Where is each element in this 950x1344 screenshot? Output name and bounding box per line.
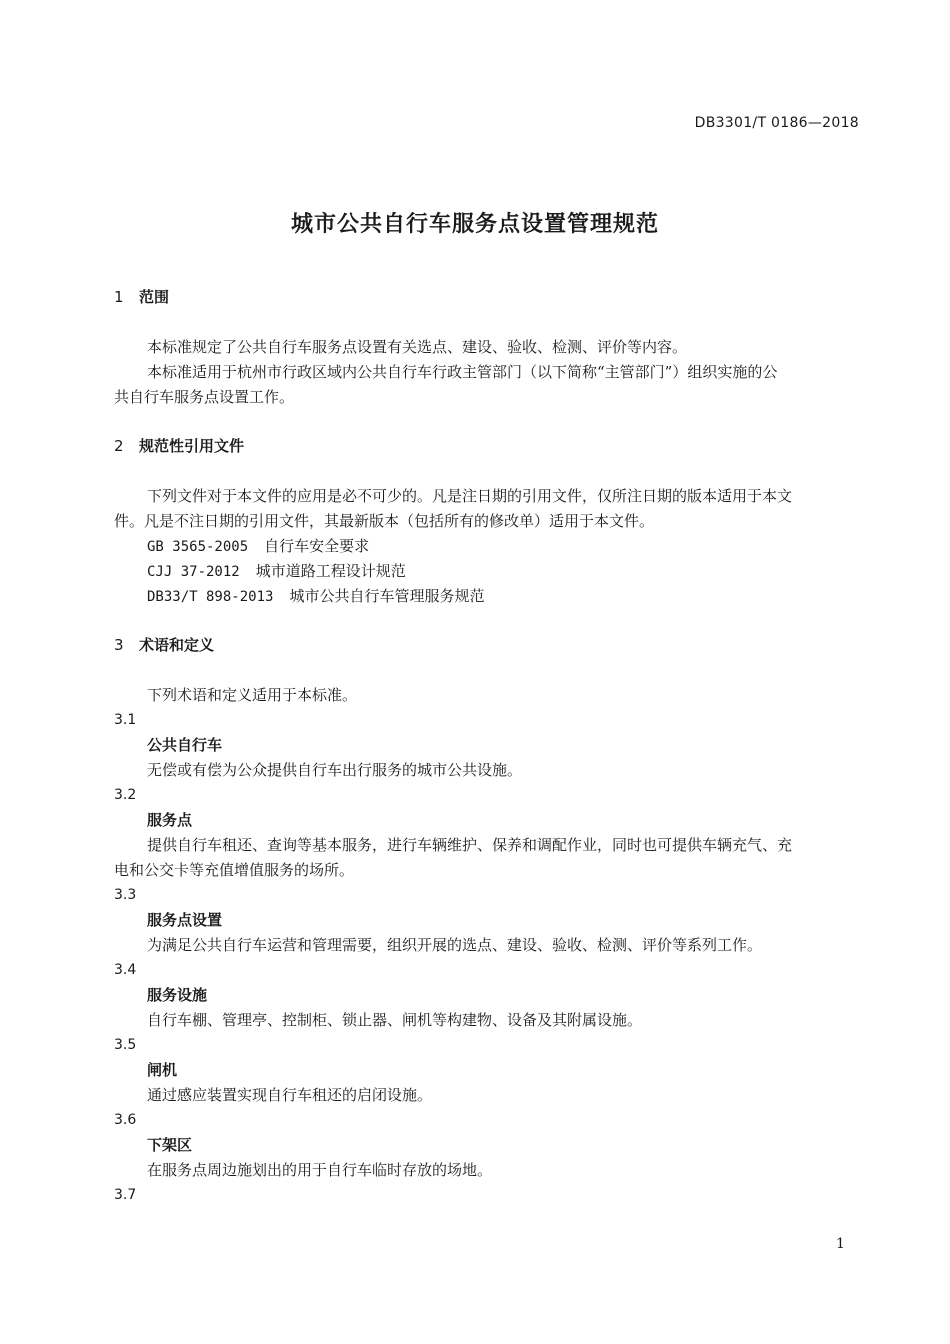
paragraph-line: 件。凡是不注日期的引用文件，其最新版本（包括所有的修改单）适用于本文件。 xyxy=(114,512,655,530)
reference-name: 城市道路工程设计规范 xyxy=(255,562,406,580)
section-number: 3 xyxy=(114,636,124,654)
section-3-heading xyxy=(114,635,214,655)
page-number: 1 xyxy=(836,1236,845,1252)
paragraph-line: 共自行车服务点设置工作。 xyxy=(114,388,295,406)
term-name: 服务设施 xyxy=(147,986,208,1004)
section-number: 2 xyxy=(114,437,124,455)
term-number: 3.4 xyxy=(114,962,137,978)
section-title: 术语和定义 xyxy=(139,636,215,654)
section-title: 范围 xyxy=(139,288,170,306)
paragraph-line: 下列术语和定义适用于本标准。 xyxy=(147,686,358,704)
term-definition: 提供自行车租还、查询等基本服务，进行车辆维护、保养和调配作业，同时也可提供车辆充气、充 xyxy=(147,836,793,854)
section-title: 规范性引用文件 xyxy=(139,437,245,455)
term-definition: 电和公交卡等充值增值服务的场所。 xyxy=(114,861,355,879)
section-number: 1 xyxy=(114,288,124,306)
term-definition: 在服务点周边施划出的用于自行车临时存放的场地。 xyxy=(147,1161,493,1179)
section-2-heading xyxy=(114,436,244,456)
reference-code: GB 3565-2005 xyxy=(147,539,249,555)
reference-name: 城市公共自行车管理服务规范 xyxy=(289,587,485,605)
doc-title: 城市公共自行车服务点设置管理规范 xyxy=(290,212,659,237)
doc-code: DB3301/T 0186—2018 xyxy=(694,115,859,131)
paragraph-line: 下列文件对于本文件的应用是必不可少的。凡是注日期的引用文件，仅所注日期的版本适用于本文 xyxy=(147,487,793,505)
term-name: 下架区 xyxy=(147,1136,193,1154)
paragraph-line: 本标准适用于杭州市行政区域内公共自行车行政主管部门（以下简称“主管部门”）组织实施的公 xyxy=(147,363,778,381)
term-name: 公共自行车 xyxy=(147,736,223,754)
term-number: 3.7 xyxy=(114,1187,137,1203)
term-definition: 无偿或有偿为公众提供自行车出行服务的城市公共设施。 xyxy=(147,761,523,779)
term-number: 3.5 xyxy=(114,1037,137,1053)
reference-name: 自行车安全要求 xyxy=(264,537,370,555)
reference-code: CJJ 37-2012 xyxy=(147,564,240,580)
reference-item xyxy=(147,586,484,607)
term-number: 3.6 xyxy=(114,1112,137,1128)
term-definition: 为满足公共自行车运营和管理需要，组织开展的选点、建设、验收、检测、评价等系列工作。 xyxy=(147,936,763,954)
reference-item xyxy=(147,536,369,557)
reference-code: DB33/T 898-2013 xyxy=(147,589,274,605)
term-name: 闸机 xyxy=(147,1061,178,1079)
section-1-heading xyxy=(114,287,169,307)
term-number: 3.2 xyxy=(114,787,137,803)
reference-item xyxy=(147,561,406,582)
term-definition: 通过感应装置实现自行车租还的启闭设施。 xyxy=(147,1086,433,1104)
term-number: 3.3 xyxy=(114,887,137,903)
term-name: 服务点设置 xyxy=(147,911,223,929)
term-number: 3.1 xyxy=(114,712,137,728)
term-definition: 自行车棚、管理亭、控制柜、锁止器、闸机等构建物、设备及其附属设施。 xyxy=(147,1011,643,1029)
term-name: 服务点 xyxy=(147,811,193,829)
paragraph-line: 本标准规定了公共自行车服务点设置有关选点、建设、验收、检测、评价等内容。 xyxy=(147,338,688,356)
